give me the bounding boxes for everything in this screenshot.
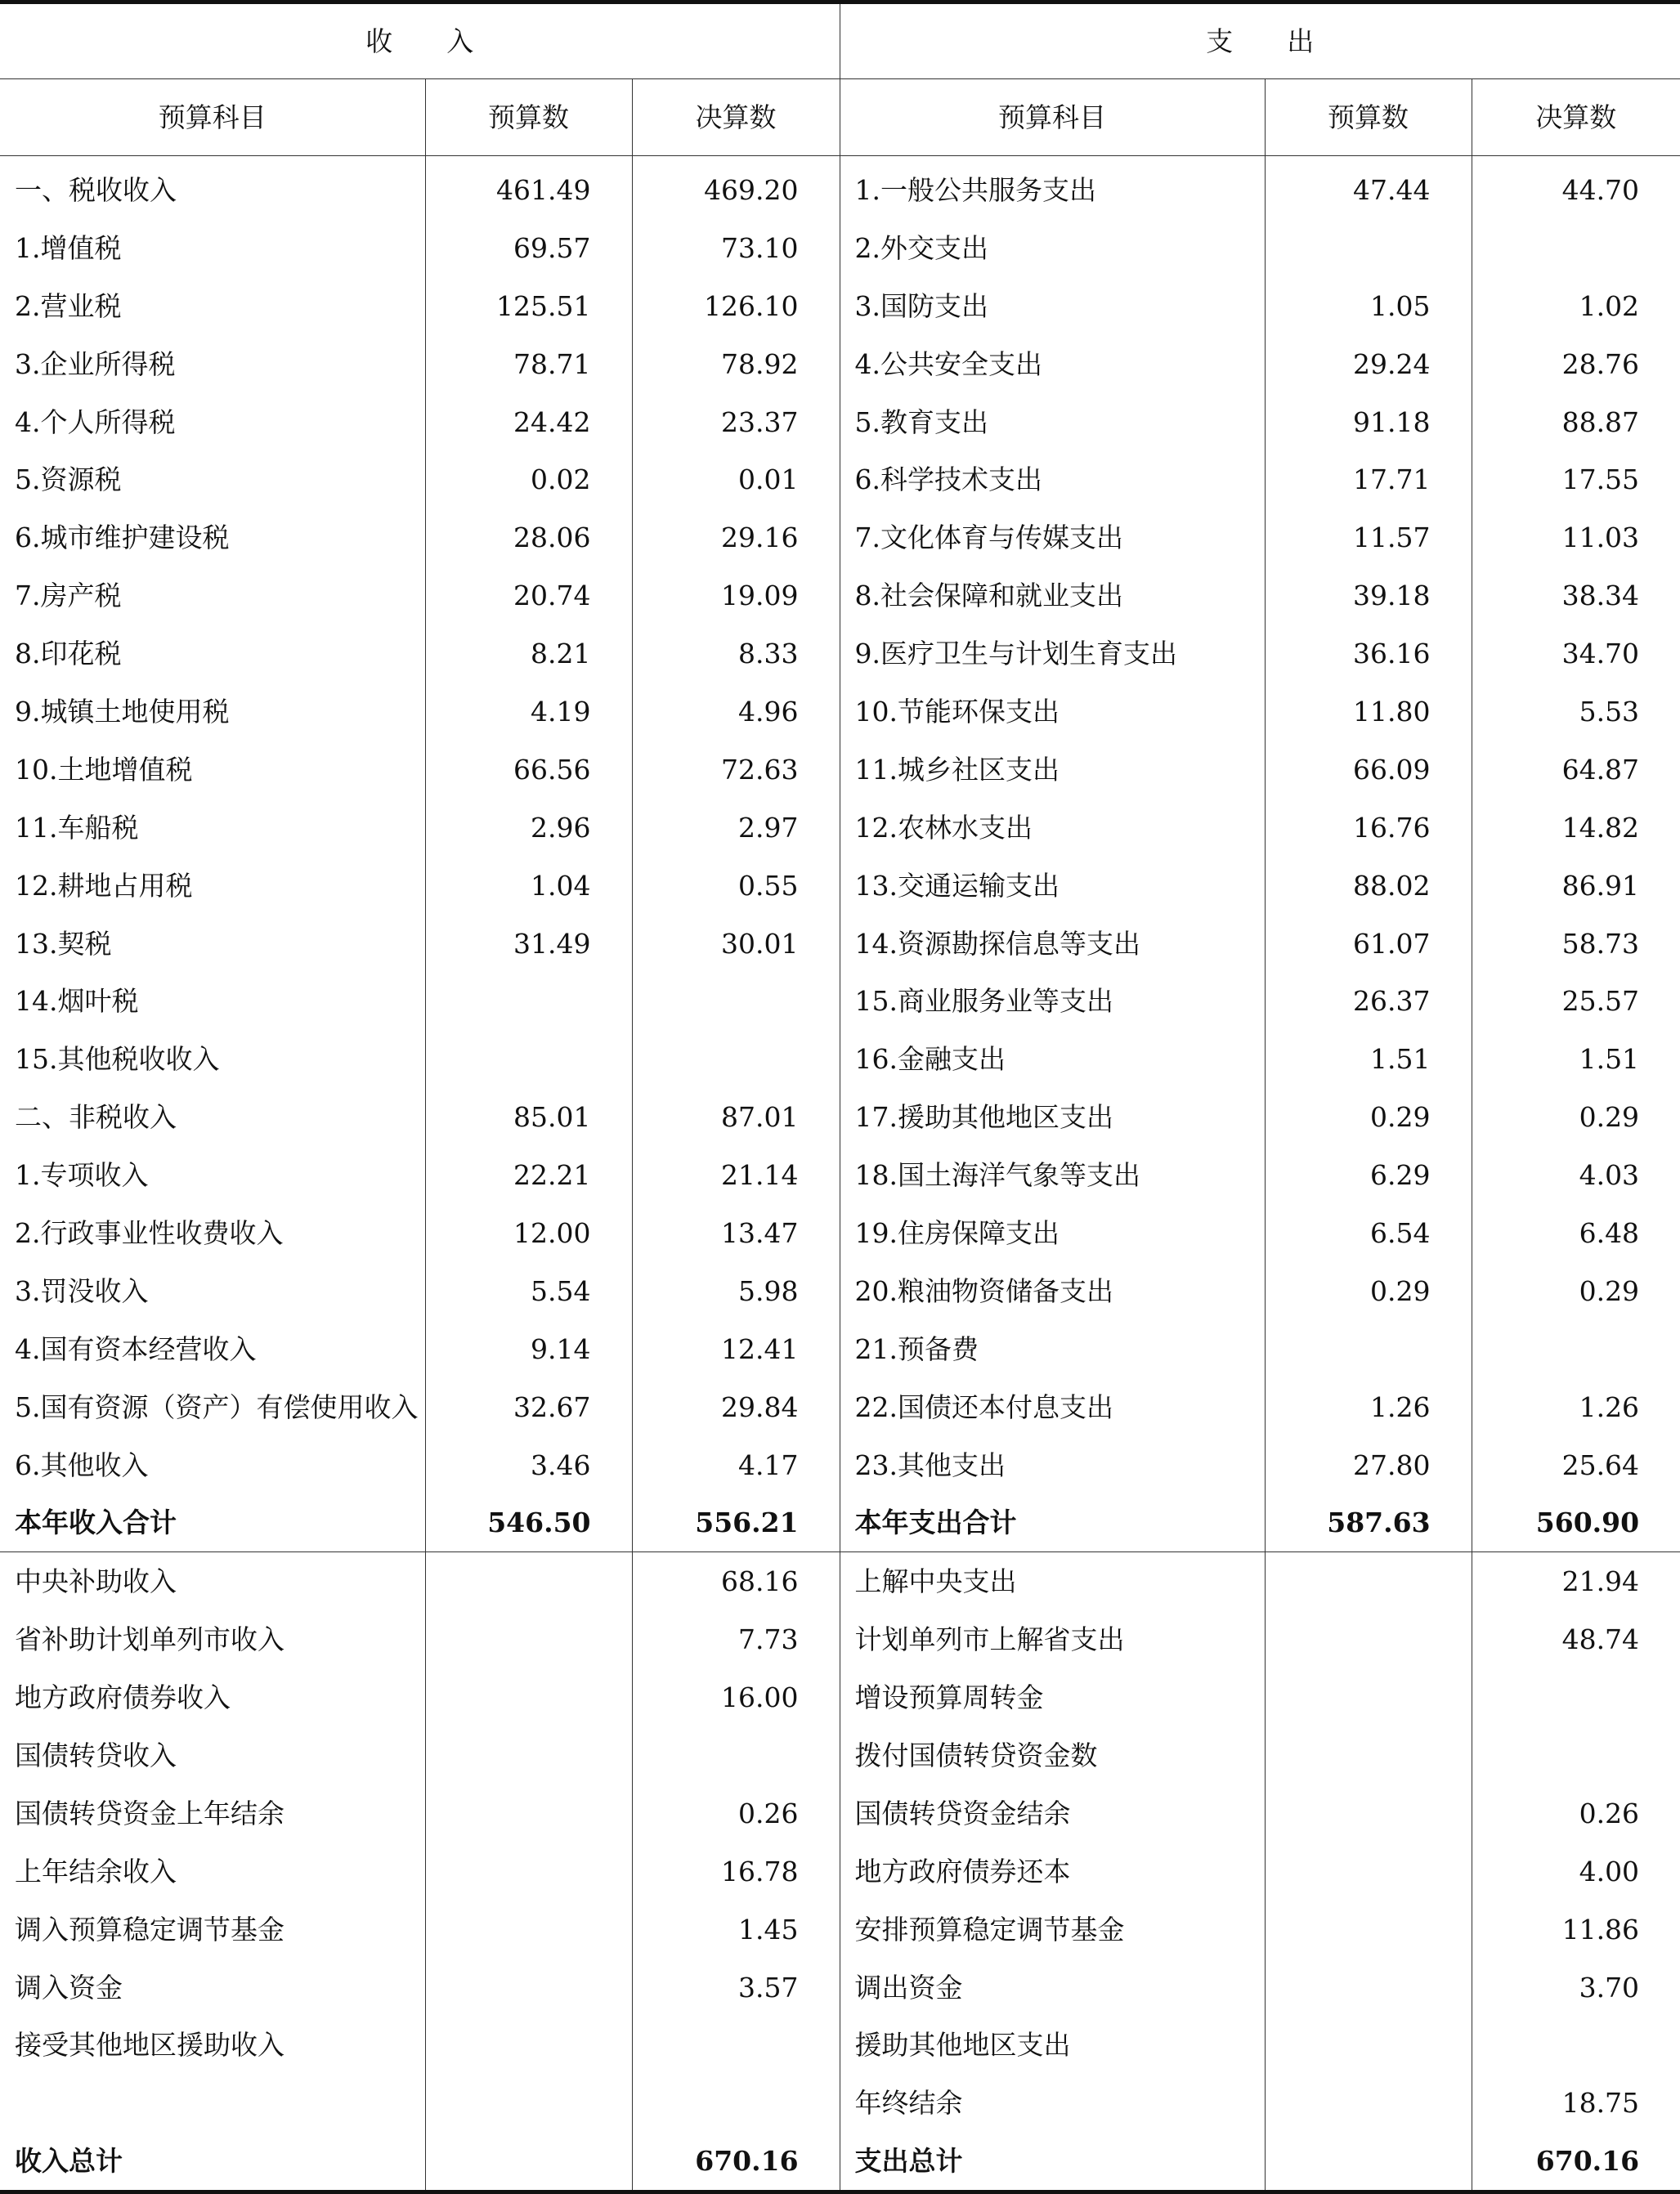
income-final-cell: 29.16 <box>632 508 840 566</box>
expense-budget-cell: 11.80 <box>1265 683 1472 741</box>
expense-budget-cell <box>1265 1668 1472 1726</box>
expense-item-cell: 援助其他地区支出 <box>840 2017 1265 2075</box>
table-row <box>0 1088 1680 1146</box>
expense-final-cell: 34.70 <box>1472 625 1680 683</box>
income-budget-cell: 8.21 <box>425 625 632 683</box>
expense-item-cell: 拨付国债转贷资金数 <box>840 1726 1265 1784</box>
table-row <box>0 2017 1680 2075</box>
income-final-cell: 16.78 <box>632 1843 840 1901</box>
table-row <box>0 1146 1680 1204</box>
income-budget-cell <box>425 2074 632 2132</box>
expense-final-cell: 1.02 <box>1472 277 1680 335</box>
expense-item-cell: 11.城乡社区支出 <box>840 741 1265 799</box>
expense-budget-cell <box>1265 1726 1472 1784</box>
expense-final-cell: 4.00 <box>1472 1843 1680 1901</box>
income-final-cell: 4.96 <box>632 683 840 741</box>
expense-budget-cell: 36.16 <box>1265 625 1472 683</box>
expense-budget-cell: 17.71 <box>1265 450 1472 508</box>
income-budget-cell: 1.04 <box>425 857 632 915</box>
expense-budget-cell <box>1265 1552 1472 1610</box>
income-budget-cell: 85.01 <box>425 1088 632 1146</box>
expense-item-cell: 15.商业服务业等支出 <box>840 972 1265 1030</box>
income-budget-cell: 28.06 <box>425 508 632 566</box>
income-item-cell: 15.其他税收收入 <box>15 1043 220 1076</box>
expense-section-title: 支 出 <box>840 2 1680 79</box>
income-item-cell: 本年收入合计 <box>0 1493 425 1551</box>
expense-final-cell: 6.48 <box>1472 1204 1680 1262</box>
expense-item-cell: 年终结余 <box>840 2074 1265 2132</box>
expense-budget-cell: 61.07 <box>1265 915 1472 973</box>
income-final-cell <box>632 1030 840 1088</box>
income-budget-cell <box>425 1959 632 2017</box>
income-final-cell: 13.47 <box>632 1204 840 1262</box>
income-budget-cell: 9.14 <box>425 1320 632 1378</box>
table-row <box>0 1901 1680 1959</box>
expense-final-cell: 1.51 <box>1472 1030 1680 1088</box>
income-budget-cell: 125.51 <box>425 277 632 335</box>
income-item-cell: 4.个人所得税 <box>15 405 176 438</box>
expense-final-cell: 1.26 <box>1472 1378 1680 1436</box>
income-budget-cell: 32.67 <box>425 1378 632 1436</box>
income-final-cell: 72.63 <box>632 741 840 799</box>
expense-final-cell: 0.29 <box>1472 1088 1680 1146</box>
expense-budget-cell <box>1265 1843 1472 1901</box>
income-section-title: 收 入 <box>0 2 840 79</box>
income-final-cell: 0.55 <box>632 857 840 915</box>
expense-final-cell: 88.87 <box>1472 393 1680 451</box>
income-budget-cell: 31.49 <box>425 915 632 973</box>
income-final-cell: 68.16 <box>632 1552 840 1610</box>
income-budget-cell: 22.21 <box>425 1146 632 1204</box>
income-budget-cell: 0.02 <box>425 450 632 508</box>
expense-item-cell: 支出总计 <box>840 2132 1265 2192</box>
income-item-cell: 中央补助收入 <box>15 1565 177 1598</box>
income-item-cell: 3.企业所得税 <box>15 347 176 380</box>
expense-budget-cell: 26.37 <box>1265 972 1472 1030</box>
income-item-cell: 二、非税收入 <box>15 1101 177 1134</box>
table-row <box>0 741 1680 799</box>
income-final-cell: 126.10 <box>632 277 840 335</box>
expense-budget-cell: 66.09 <box>1265 741 1472 799</box>
expense-final-cell: 18.75 <box>1472 2074 1680 2132</box>
income-budget-cell: 546.50 <box>425 1493 632 1551</box>
expense-final-cell: 11.86 <box>1472 1901 1680 1959</box>
expense-final-cell: 58.73 <box>1472 915 1680 973</box>
income-budget-cell: 78.71 <box>425 335 632 393</box>
income-item-cell <box>0 2074 425 2132</box>
table-row <box>0 1668 1680 1726</box>
expense-budget-cell: 27.80 <box>1265 1436 1472 1494</box>
income-final-cell: 16.00 <box>632 1668 840 1726</box>
expense-budget-cell: 1.26 <box>1265 1378 1472 1436</box>
expense-item-cell: 13.交通运输支出 <box>840 857 1265 915</box>
income-final-cell: 87.01 <box>632 1088 840 1146</box>
income-final-cell: 0.26 <box>632 1784 840 1843</box>
expense-budget-cell <box>1265 1784 1472 1843</box>
expense-final-cell: 25.64 <box>1472 1436 1680 1494</box>
income-item-cell: 接受其他地区援助收入 <box>15 2029 284 2062</box>
expense-item-header: 预算科目 <box>840 79 1265 156</box>
income-item-cell: 上年结余收入 <box>15 1855 177 1887</box>
expense-item-cell: 17.援助其他地区支出 <box>840 1088 1265 1146</box>
expense-item-cell: 安排预算稳定调节基金 <box>840 1901 1265 1959</box>
expense-final-cell: 44.70 <box>1472 156 1680 219</box>
income-item-cell: 调入预算稳定调节基金 <box>15 1913 284 1945</box>
expense-budget-cell: 6.29 <box>1265 1146 1472 1204</box>
expense-item-cell: 上解中央支出 <box>840 1552 1265 1610</box>
income-final-cell: 7.73 <box>632 1610 840 1668</box>
expense-final-cell: 5.53 <box>1472 683 1680 741</box>
expense-final-cell: 64.87 <box>1472 741 1680 799</box>
table-row <box>0 450 1680 508</box>
income-budget-cell: 20.74 <box>425 566 632 625</box>
expense-budget-cell <box>1265 1320 1472 1378</box>
income-budget-cell <box>425 2132 632 2192</box>
income-item-cell: 1.增值税 <box>15 231 122 264</box>
table-row <box>0 1610 1680 1668</box>
table-row <box>0 857 1680 915</box>
income-budget-cell <box>425 1843 632 1901</box>
income-item-cell: 调入资金 <box>15 1971 123 2004</box>
table-row <box>0 1262 1680 1320</box>
expense-item-cell: 5.教育支出 <box>840 393 1265 451</box>
expense-item-cell: 6.科学技术支出 <box>840 450 1265 508</box>
income-budget-cell <box>425 1552 632 1610</box>
expense-budget-cell: 29.24 <box>1265 335 1472 393</box>
expense-final-cell <box>1472 1320 1680 1378</box>
expense-budget-cell <box>1265 2074 1472 2132</box>
expense-item-cell: 计划单列市上解省支出 <box>840 1610 1265 1668</box>
income-final-cell: 2.97 <box>632 799 840 857</box>
income-item-cell: 12.耕地占用税 <box>15 869 193 902</box>
expense-item-cell: 4.公共安全支出 <box>840 335 1265 393</box>
expense-item-cell: 19.住房保障支出 <box>840 1204 1265 1262</box>
income-final-cell: 469.20 <box>632 156 840 219</box>
expense-item-cell: 12.农林水支出 <box>840 799 1265 857</box>
expense-budget-cell: 1.51 <box>1265 1030 1472 1088</box>
income-final-cell: 29.84 <box>632 1378 840 1436</box>
income-item-cell: 3.罚没收入 <box>15 1274 149 1307</box>
income-item-cell: 8.印花税 <box>15 638 122 670</box>
income-item-cell: 13.契税 <box>15 927 112 960</box>
income-final-cell <box>632 2074 840 2132</box>
income-final-cell: 4.17 <box>632 1436 840 1494</box>
expense-budget-cell <box>1265 1959 1472 2017</box>
expense-final-cell: 28.76 <box>1472 335 1680 393</box>
table-row <box>0 799 1680 857</box>
income-item-cell: 国债转贷收入 <box>15 1739 177 1771</box>
expense-budget-cell <box>1265 1901 1472 1959</box>
income-item-header: 预算科目 <box>0 79 425 156</box>
expense-final-cell: 25.57 <box>1472 972 1680 1030</box>
expense-budget-cell: 11.57 <box>1265 508 1472 566</box>
income-item-cell: 2.行政事业性收费收入 <box>15 1216 284 1249</box>
expense-budget-cell <box>1265 2132 1472 2192</box>
expense-budget-cell: 47.44 <box>1265 156 1472 219</box>
income-budget-cell: 3.46 <box>425 1436 632 1494</box>
income-budget-cell <box>425 1610 632 1668</box>
income-budget-cell <box>425 972 632 1030</box>
income-item-cell: 2.营业税 <box>15 289 122 322</box>
expense-budget-cell: 1.05 <box>1265 277 1472 335</box>
income-final-cell: 670.16 <box>632 2132 840 2192</box>
expense-budget-cell: 0.29 <box>1265 1088 1472 1146</box>
table-row <box>0 566 1680 625</box>
income-final-cell: 21.14 <box>632 1146 840 1204</box>
expense-item-cell: 18.国土海洋气象等支出 <box>840 1146 1265 1204</box>
income-final-cell: 8.33 <box>632 625 840 683</box>
expense-final-cell: 14.82 <box>1472 799 1680 857</box>
income-budget-cell <box>425 1901 632 1959</box>
expense-item-cell: 14.资源勘探信息等支出 <box>840 915 1265 973</box>
income-item-cell: 1.专项收入 <box>15 1159 149 1192</box>
table-row <box>0 1552 1680 1610</box>
table-row <box>0 625 1680 683</box>
expense-final-cell: 0.26 <box>1472 1784 1680 1843</box>
income-budget-cell: 12.00 <box>425 1204 632 1262</box>
income-final-cell: 30.01 <box>632 915 840 973</box>
income-final-cell: 556.21 <box>632 1493 840 1551</box>
expense-item-cell: 8.社会保障和就业支出 <box>840 566 1265 625</box>
expense-final-cell: 560.90 <box>1472 1493 1680 1551</box>
income-budget-cell: 69.57 <box>425 219 632 277</box>
expense-final-cell: 86.91 <box>1472 857 1680 915</box>
expense-budget-cell: 39.18 <box>1265 566 1472 625</box>
expense-item-cell: 2.外交支出 <box>840 219 1265 277</box>
expense-item-cell: 23.其他支出 <box>840 1436 1265 1494</box>
expense-budget-header: 预算数 <box>1265 79 1472 156</box>
income-budget-cell <box>425 1726 632 1784</box>
income-final-cell <box>632 2017 840 2075</box>
table-row <box>0 1784 1680 1843</box>
table-row <box>0 1320 1680 1378</box>
table-body <box>0 156 1680 2192</box>
expense-item-cell: 国债转贷资金结余 <box>840 1784 1265 1843</box>
expense-final-cell: 38.34 <box>1472 566 1680 625</box>
expense-budget-cell <box>1265 1610 1472 1668</box>
table-row <box>0 683 1680 741</box>
income-item-cell: 9.城镇土地使用税 <box>15 695 230 728</box>
income-item-cell: 4.国有资本经营收入 <box>15 1332 257 1365</box>
income-final-cell: 73.10 <box>632 219 840 277</box>
expense-final-cell: 4.03 <box>1472 1146 1680 1204</box>
table-row <box>0 1030 1680 1088</box>
income-final-cell: 78.92 <box>632 335 840 393</box>
income-budget-header: 预算数 <box>425 79 632 156</box>
income-item-cell: 7.房产税 <box>15 580 122 612</box>
income-final-cell: 23.37 <box>632 393 840 451</box>
expense-budget-cell: 88.02 <box>1265 857 1472 915</box>
income-item-cell: 一、税收收入 <box>15 173 177 206</box>
income-item-cell: 5.资源税 <box>15 463 122 496</box>
expense-budget-cell: 587.63 <box>1265 1493 1472 1551</box>
expense-item-cell: 21.预备费 <box>840 1320 1265 1378</box>
income-final-cell: 19.09 <box>632 566 840 625</box>
table-row <box>0 1436 1680 1494</box>
expense-item-cell: 本年支出合计 <box>840 1493 1265 1551</box>
table-row <box>0 2074 1680 2132</box>
expense-final-cell: 3.70 <box>1472 1959 1680 2017</box>
expense-final-cell <box>1472 1668 1680 1726</box>
expense-item-cell: 7.文化体育与传媒支出 <box>840 508 1265 566</box>
expense-final-cell: 0.29 <box>1472 1262 1680 1320</box>
income-item-cell: 收入总计 <box>0 2132 425 2192</box>
income-budget-cell: 4.19 <box>425 683 632 741</box>
expense-final-cell: 17.55 <box>1472 450 1680 508</box>
income-final-cell: 0.01 <box>632 450 840 508</box>
expense-item-cell: 增设预算周转金 <box>840 1668 1265 1726</box>
table-row <box>0 393 1680 451</box>
income-item-cell: 11.车船税 <box>15 811 139 844</box>
table-row <box>0 1726 1680 1784</box>
income-final-header: 决算数 <box>632 79 840 156</box>
table-row <box>0 508 1680 566</box>
table-row <box>0 219 1680 277</box>
expense-final-cell: 21.94 <box>1472 1552 1680 1610</box>
expense-item-cell: 地方政府债券还本 <box>840 1843 1265 1901</box>
income-budget-cell: 66.56 <box>425 741 632 799</box>
expense-item-cell: 调出资金 <box>840 1959 1265 2017</box>
expense-budget-cell: 91.18 <box>1265 393 1472 451</box>
income-item-cell: 5.国有资源（资产）有偿使用收入 <box>15 1390 419 1423</box>
income-item-cell: 10.土地增值税 <box>15 753 193 786</box>
income-item-cell: 国债转贷资金上年结余 <box>15 1797 284 1829</box>
table-row <box>0 1959 1680 2017</box>
income-budget-cell: 461.49 <box>425 156 632 219</box>
expense-final-cell: 11.03 <box>1472 508 1680 566</box>
table-row <box>0 335 1680 393</box>
table-row <box>0 1204 1680 1262</box>
table-row <box>0 972 1680 1030</box>
expense-item-cell: 22.国债还本付息支出 <box>840 1378 1265 1436</box>
expense-final-cell <box>1472 2017 1680 2075</box>
subtotal-row <box>0 1493 1680 1551</box>
income-budget-cell: 2.96 <box>425 799 632 857</box>
expense-budget-cell: 16.76 <box>1265 799 1472 857</box>
expense-item-cell: 1.一般公共服务支出 <box>840 156 1265 219</box>
income-final-cell <box>632 972 840 1030</box>
expense-final-cell <box>1472 219 1680 277</box>
income-budget-cell: 24.42 <box>425 393 632 451</box>
table-row <box>0 915 1680 973</box>
income-item-cell: 省补助计划单列市收入 <box>15 1623 284 1656</box>
income-budget-cell <box>425 1668 632 1726</box>
expense-item-cell: 3.国防支出 <box>840 277 1265 335</box>
expense-budget-cell: 0.29 <box>1265 1262 1472 1320</box>
expense-item-cell: 9.医疗卫生与计划生育支出 <box>840 625 1265 683</box>
table-row <box>0 1378 1680 1436</box>
table-row <box>0 1843 1680 1901</box>
expense-item-cell: 20.粮油物资储备支出 <box>840 1262 1265 1320</box>
expense-final-header: 决算数 <box>1472 79 1680 156</box>
income-budget-cell <box>425 1030 632 1088</box>
expense-budget-cell <box>1265 2017 1472 2075</box>
expense-item-cell: 10.节能环保支出 <box>840 683 1265 741</box>
expense-budget-cell: 6.54 <box>1265 1204 1472 1262</box>
income-item-cell: 地方政府债券收入 <box>15 1681 231 1714</box>
income-budget-cell: 5.54 <box>425 1262 632 1320</box>
table-row <box>0 156 1680 219</box>
table-row <box>0 277 1680 335</box>
grand-total-row <box>0 2132 1680 2192</box>
expense-final-cell <box>1472 1726 1680 1784</box>
income-budget-cell <box>425 2017 632 2075</box>
expense-final-cell: 48.74 <box>1472 1610 1680 1668</box>
expense-item-cell: 16.金融支出 <box>840 1030 1265 1088</box>
expense-final-cell: 670.16 <box>1472 2132 1680 2192</box>
income-budget-cell <box>425 1784 632 1843</box>
income-item-cell: 14.烟叶税 <box>15 985 139 1018</box>
income-final-cell <box>632 1726 840 1784</box>
income-final-cell: 1.45 <box>632 1901 840 1959</box>
income-item-cell: 6.其他收入 <box>15 1448 149 1481</box>
income-final-cell: 5.98 <box>632 1262 840 1320</box>
income-item-cell: 6.城市维护建设税 <box>15 522 230 554</box>
income-final-cell: 12.41 <box>632 1320 840 1378</box>
expense-budget-cell <box>1265 219 1472 277</box>
income-final-cell: 3.57 <box>632 1959 840 2017</box>
